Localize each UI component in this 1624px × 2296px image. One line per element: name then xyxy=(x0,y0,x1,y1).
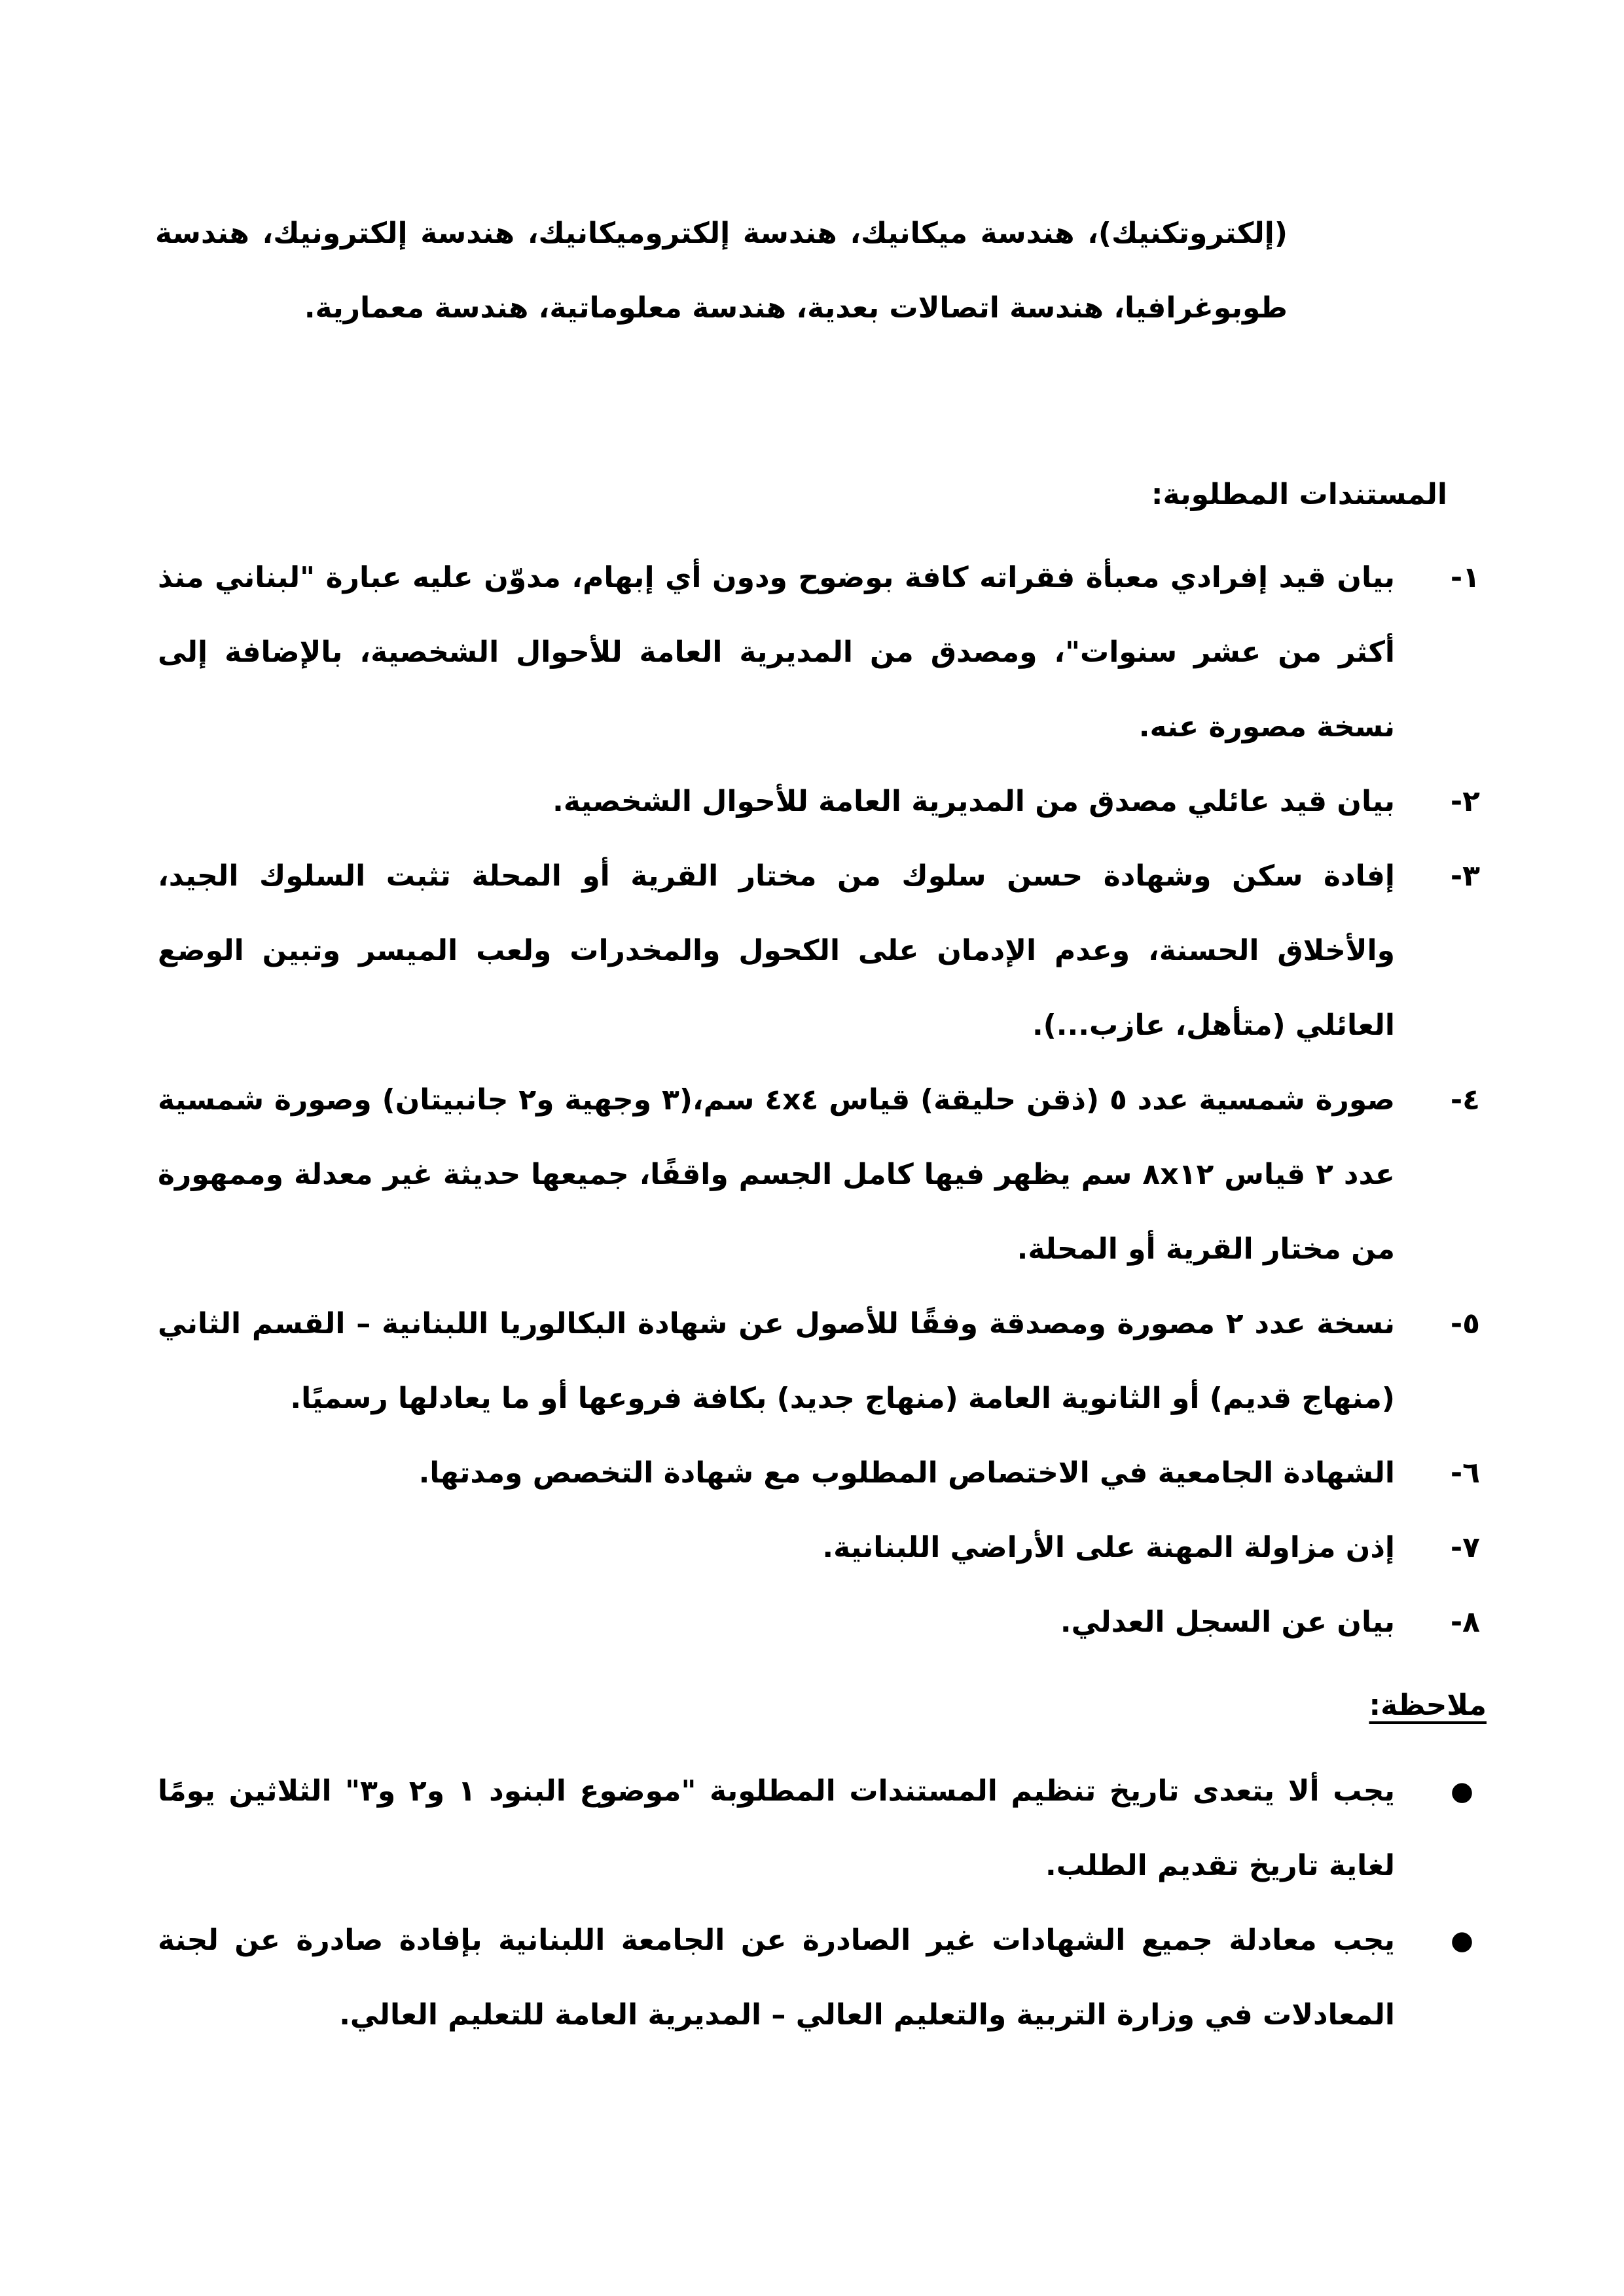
required-documents-heading: المستندات المطلوبة: xyxy=(1151,478,1447,511)
bullet-icon: ● xyxy=(1451,1926,1473,1956)
list-item xyxy=(158,764,1480,839)
item-text: بيان عن السجل العدلي. xyxy=(1060,1605,1395,1639)
notes-heading: ملاحظة: xyxy=(1369,1689,1487,1722)
intro-paragraph: (إلكتروتكنيك)، هندسة ميكانيك، هندسة إلكتروميكانيك، هندسة إلكترونيك، هندسة طوبوغرافيا، هندسة اتصالات بعدية، هندسة معلوماتية، هندسة معمارية. xyxy=(155,217,1288,325)
item-text: إذن مزاولة المهنة على الأراضي اللبنانية. xyxy=(822,1531,1395,1564)
item-text: الشهادة الجامعية في الاختصاص المطلوب مع شهادة التخصص ومدتها. xyxy=(418,1456,1395,1490)
item-number: ٧- xyxy=(1450,1531,1480,1564)
list-item xyxy=(158,1754,1480,1903)
item-number: ٤- xyxy=(1450,1083,1480,1117)
item-number: ١- xyxy=(1450,561,1480,594)
item-text: إفادة سكن وشهادة حسن سلوك من مختار القرية أو المحلة تثبت السلوك الجيد، والأخلاق الحسنة، وعدم الإدمان على الكحول والمخدرات ولعب الميسر وتبين الوضع العائلي (متأهل، عازب...). xyxy=(158,859,1395,1042)
list-item xyxy=(158,541,1480,764)
item-number: ٣- xyxy=(1450,859,1480,893)
item-number: ٥- xyxy=(1450,1307,1480,1340)
list-item xyxy=(158,1903,1480,2053)
item-text: بيان قيد إفرادي معبأة فقراته كافة بوضوح ودون أي إبهام، مدوّن عليه عبارة "لبناني منذ أكثر من عشر سنوات"، ومصدق من المديرية العامة للأحوال الشخصية، بالإضافة إلى نسخة مصورة عنه. xyxy=(158,561,1395,744)
required-documents-list xyxy=(158,541,1480,1660)
bullet-icon: ● xyxy=(1451,1776,1473,1806)
notes-list xyxy=(158,1754,1480,2053)
list-item xyxy=(158,1063,1480,1287)
list-item xyxy=(158,1511,1480,1585)
note-text: يجب معادلة جميع الشهادات غير الصادرة عن الجامعة اللبنانية بإفادة صادرة عن لجنة المعادلات في وزارة التربية والتعليم العالي – المديرية العامة للتعليم العالي. xyxy=(158,1924,1395,2032)
item-text: بيان قيد عائلي مصدق من المديرية العامة للأحوال الشخصية. xyxy=(552,785,1395,818)
item-number: ٦- xyxy=(1450,1456,1480,1490)
list-item xyxy=(158,839,1480,1063)
list-item xyxy=(158,1585,1480,1660)
note-text: يجب ألا يتعدى تاريخ تنظيم المستندات المطلوبة "موضوع البنود ١ و٢ و٣" الثلاثين يومًا لغاية تاريخ تقديم الطلب. xyxy=(158,1774,1396,1882)
item-number: ٢- xyxy=(1450,785,1480,818)
item-text: نسخة عدد ٢ مصورة ومصدقة وفقًا للأصول عن شهادة البكالوريا اللبنانية – القسم الثاني (منهاج قديم) أو الثانوية العامة (منهاج جديد) بكافة فروعها أو ما يعادلها رسميًا. xyxy=(158,1307,1395,1415)
item-number: ٨- xyxy=(1450,1605,1480,1639)
list-item xyxy=(158,1287,1480,1436)
item-text: صورة شمسية عدد ٥ (ذقن حليقة) قياس ٤x٤ سم،(٣ وجهية و٢ جانبيتان) وصورة شمسية عدد ٢ قياس ٨x١٢ سم يظهر فيها كامل الجسم واقفًا، جميعها حديثة غير معدلة وممهورة من مختار القرية أو المحلة. xyxy=(158,1083,1395,1266)
list-item xyxy=(158,1436,1480,1511)
